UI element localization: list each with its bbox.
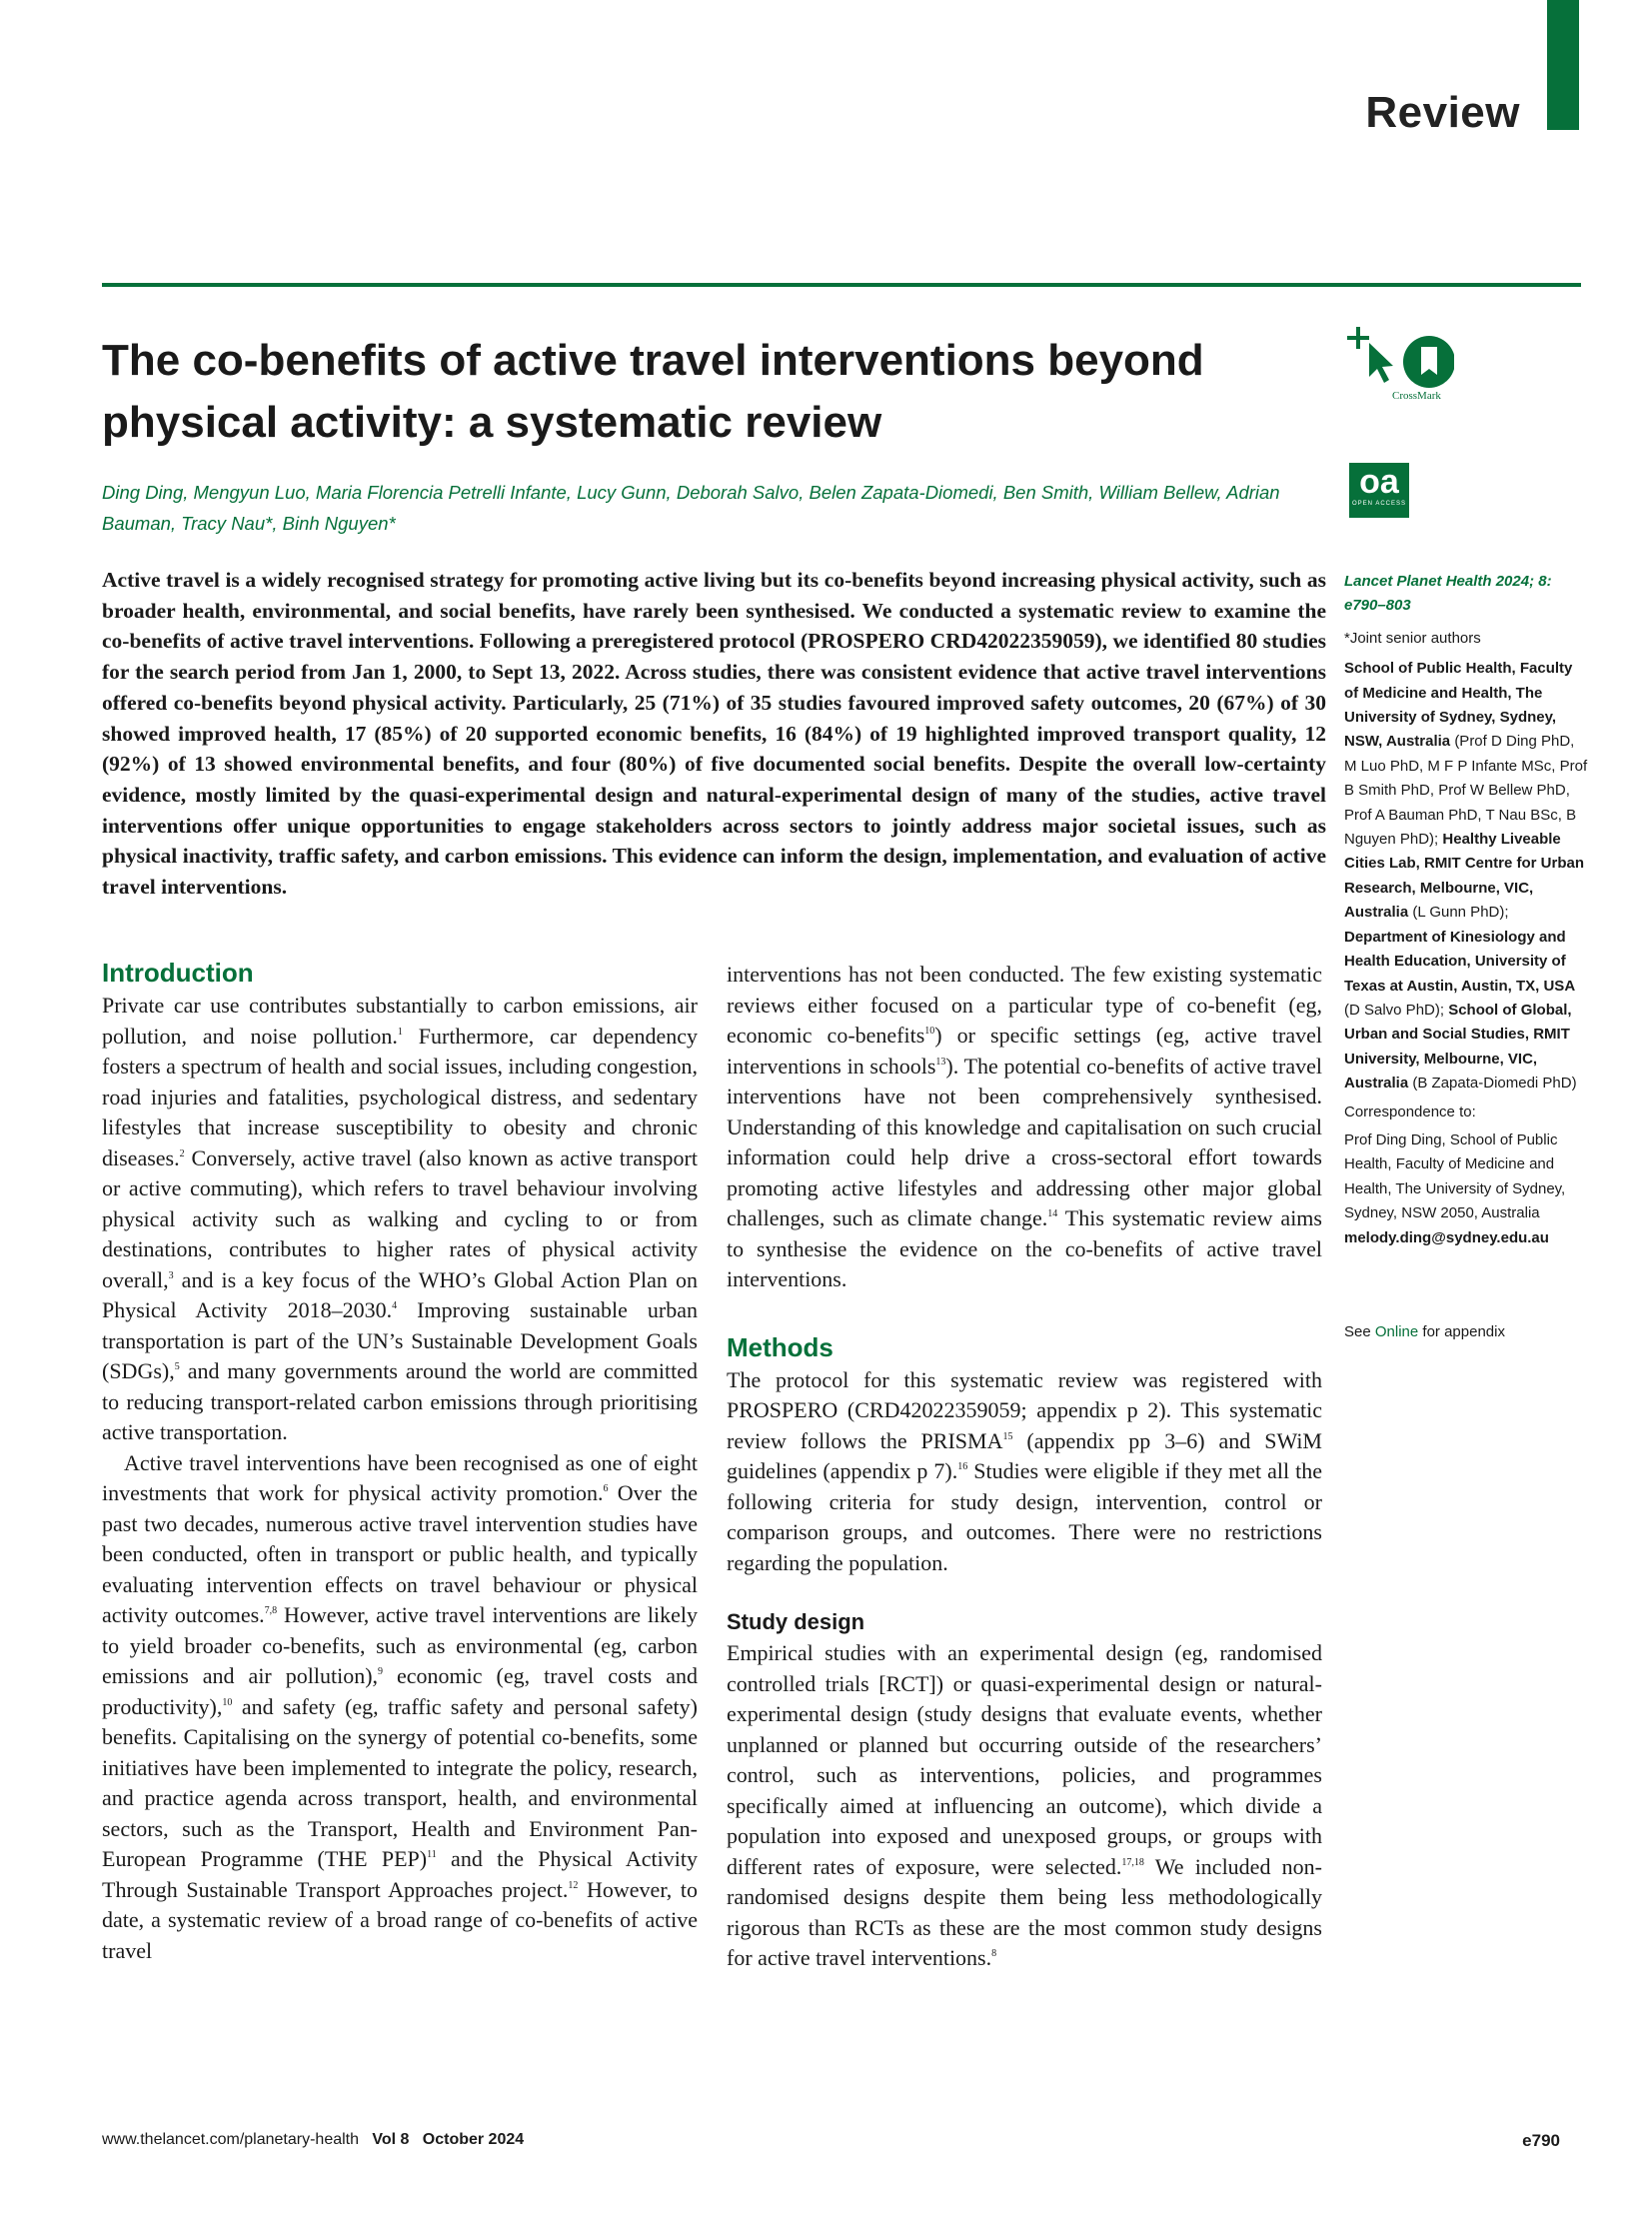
- text: Over the past two decades, numerous active travel intervention studies have been conducted, often in transport or public health, and typically evaluating intervention effects on travel behaviour or physical activity outcomes.: [102, 1480, 698, 1627]
- footer-volume: Vol 8: [372, 2131, 410, 2148]
- ref[interactable]: 12: [568, 1879, 579, 1891]
- ref[interactable]: 1: [397, 1026, 403, 1038]
- text: ) or specific settings (eg, active travel interventions in schools: [727, 1023, 1322, 1079]
- ref[interactable]: 4: [392, 1300, 398, 1311]
- ref[interactable]: 5: [174, 1361, 180, 1372]
- intro-paragraph-1: [102, 991, 698, 1448]
- journal-citation: Lancet Planet Health 2024; 8: e790–803: [1344, 573, 1552, 615]
- study-design-heading: Study design: [727, 1609, 865, 1634]
- open-access-badge: [1349, 463, 1409, 518]
- text: Empirical studies with an experimental design (eg, randomised controlled trials [RCT]) or quasi-experimental design or natural-experimental design (study designs that evaluate events, whether unplanned or planned but occurring outside of the researchers’ control, such as interventions, policies, and programmes specifically aimed at influencing an outcome), which divide a population into exposed and unexposed groups, or groups with different rates of exposure, were selected.: [727, 1640, 1322, 1879]
- crossmark-label: CrossMark: [1392, 390, 1441, 402]
- page-number: e790: [1522, 2131, 1560, 2150]
- see-prefix: See: [1344, 1322, 1371, 1340]
- ref[interactable]: 3: [168, 1269, 174, 1281]
- text: Furthermore, car dependency fosters a spectrum of health and social issues, including congestion, road injuries and fatalities, psychological distress, and sedentary lifestyles that increase susceptibility to obesity and chronic diseases.: [102, 1023, 698, 1170]
- text: We included non-randomised designs despite them being less methodologically rigorous than RCTs as these are the most common study designs for active travel interventions.: [727, 1853, 1323, 1970]
- correspondence-address: Prof Ding Ding, School of Public Health, Faculty of Medicine and Health, The University of Sydney, Sydney, NSW 2050, Australia: [1344, 1130, 1566, 1222]
- text: and is a key focus of the WHO’s Global Action Plan on Physical Activity 2018–2030.: [102, 1266, 698, 1322]
- oa-subtext: OPEN ACCESS: [1351, 501, 1406, 507]
- text: Improving sustainable urban transportation is part of the UN’s Sustainable Development Goals (SDGs),: [102, 1297, 698, 1383]
- affiliations: [1344, 657, 1589, 1096]
- ref[interactable]: 16: [957, 1461, 968, 1472]
- footer-date: October 2024: [422, 2131, 525, 2148]
- text: Studies were eligible if they met all the following criteria for study design, intervention, control or comparison groups, and outcomes. There were no restrictions regarding the population.: [727, 1458, 1322, 1575]
- ref[interactable]: 10: [924, 1026, 935, 1037]
- text: Conversely, active travel (also known as active transport or active commuting), which refers to travel behaviour involving physical activity such as walking and cycling to or from destinations, contributes to higher rates of physical activity overall,: [102, 1144, 698, 1292]
- affiliation-4: School of Global, Urban and Social Studies, RMIT University, Melbourne, VIC, Australia: [1344, 1001, 1572, 1093]
- ref[interactable]: 17,18: [1121, 1856, 1144, 1868]
- ref[interactable]: 7,8: [264, 1605, 278, 1616]
- text: Active travel interventions have been recognised as one of eight investments that work for physical activity promotion.: [102, 1449, 698, 1505]
- abstract: Active travel is a widely recognised strategy for promoting active living but its co-benefits beyond increasing physical activity, such as broader health, environmental, and social benefits, have rarely been synthesised. We conducted a systematic review to examine the co-benefits of active travel interventions. Following a preregistered protocol (PROSPERO CRD42022359059), we identified 80 studies for the search period from Jan 1, 2000, to Sept 13, 2022. Across studies, there was consistent evidence that active travel interventions offered co-benefits beyond physical activity. Particularly, 25 (71%) of 35 studies favoured improved safety outcomes, 20 (67%) of 30 showed improved health, 17 (85%) of 20 supported economic benefits, 16 (84%) of 19 highlighted improved transport quality, 12 (92%) of 13 showed environmental benefits, and four (80%) of five documented social benefits. Despite the overall low-certainty evidence, mostly limited by the quasi-experimental design and natural-experimental design of many of the studies, active travel interventions offer unique opportunities to engage stakeholders across sectors to jointly address major societal issues, such as physical inactivity, traffic safety, and carbon emissions. This evidence can inform the design, implementation, and evaluation of active travel interventions.: [102, 568, 1326, 900]
- intro-paragraph-3: [727, 960, 1322, 1295]
- text: and many governments around the world are committed to reducing transport-related carbon emissions through prioritising active transportation.: [102, 1358, 698, 1444]
- section-tab-bar: [1547, 0, 1579, 130]
- correspondence-email[interactable]: melody.ding@sydney.edu.au: [1344, 1228, 1549, 1246]
- footer-url[interactable]: www.thelancet.com/planetary-health: [102, 2131, 360, 2148]
- ref[interactable]: 9: [378, 1666, 384, 1677]
- body-column-left: [102, 955, 698, 1966]
- affiliation-1-people: (Prof D Ding PhD, M Luo PhD, M F P Infante MSc, Prof B Smith PhD, Prof W Bellew PhD, Prof A Bauman PhD, T Nau BSc, B Nguyen PhD);: [1344, 733, 1588, 849]
- affiliation-4-people: (B Zapata-Diomedi PhD): [1412, 1075, 1577, 1093]
- affiliation-3: Department of Kinesiology and Health Education, University of Texas at Austin, Austin, TX, USA: [1344, 928, 1576, 995]
- affiliation-2-people: (L Gunn PhD);: [1412, 904, 1509, 922]
- text: This systematic review aims to synthesise the evidence on the co-benefits of active travel interventions.: [727, 1205, 1322, 1291]
- see-suffix: for appendix: [1422, 1322, 1505, 1340]
- affiliation-2: Healthy Liveable Cities Lab, RMIT Centre for Urban Research, Melbourne, VIC, Australia: [1344, 831, 1585, 922]
- joint-authors-note: *Joint senior authors: [1344, 629, 1481, 647]
- affiliation-1: School of Public Health, Faculty of Medicine and Health, The University of Sydney, Sydney, NSW, Australia: [1344, 660, 1573, 751]
- body-column-right: [727, 960, 1322, 1974]
- correspondence-label: Correspondence to:: [1344, 1103, 1476, 1120]
- text: and the Physical Activity Through Sustainable Transport Approaches project.: [102, 1846, 698, 1902]
- oa-text: oa: [1359, 463, 1399, 501]
- ref[interactable]: 8: [991, 1948, 997, 1959]
- ref[interactable]: 11: [427, 1849, 437, 1860]
- text: However, active travel interventions are likely to yield broader co-benefits, such as environmental (eg, carbon emissions and air pollution),: [102, 1602, 698, 1688]
- affiliation-3-people: (D Salvo PhD);: [1344, 1001, 1445, 1019]
- ref[interactable]: 10: [222, 1696, 233, 1708]
- ref[interactable]: 14: [1047, 1208, 1058, 1219]
- ref[interactable]: 6: [603, 1483, 609, 1494]
- text: and safety (eg, traffic safety and personal safety) benefits. Capitalising on the synergy of potential co-benefits, some initiatives have been implemented to integrate the policy, research, and practice agenda across transport, health, and environmental sectors, such as the Transport, Health and Environment Pan-European Programme (THE PEP): [102, 1693, 698, 1871]
- introduction-heading: Introduction: [102, 958, 254, 988]
- text: economic (eg, travel costs and productivity),: [102, 1663, 698, 1719]
- text: interventions has not been conducted. The few existing systematic reviews either focused on a particular type of co-benefit (eg, economic co-benefits: [727, 962, 1322, 1048]
- methods-heading: Methods: [727, 1331, 833, 1362]
- text: The protocol for this systematic review was registered with PROSPERO (CRD42022359059; appendix p 2). This systematic review follows the PRISMA: [727, 1366, 1322, 1453]
- study-design-paragraph: [727, 1638, 1322, 1974]
- header-rule: [102, 283, 1581, 287]
- sidebar: [1344, 570, 1589, 1348]
- text: ). The potential co-benefits of active travel interventions have not been comprehensively synthesised. Understanding of this knowledge and capitalisation on such crucial information could help drive a cross-sectoral effort towards promoting active lifestyles and addressing other major global challenges, such as climate change.: [727, 1053, 1322, 1230]
- author-list[interactable]: Ding Ding, Mengyun Luo, Maria Florencia Petrelli Infante, Lucy Gunn, Deborah Salvo, Belen Zapata-Diomedi, Ben Smith, William Bellew, Adrian Bauman, Tracy Nau*, Binh Nguyen*: [102, 482, 1280, 534]
- ref[interactable]: 2: [179, 1147, 185, 1159]
- section-label: Review: [1365, 88, 1520, 137]
- intro-paragraph-2: [102, 1448, 698, 1967]
- article-title: The co-benefits of active travel interventions beyond physical activity: a systematic review: [102, 336, 1204, 447]
- methods-paragraph: [727, 1365, 1322, 1579]
- appendix-note: [1344, 1320, 1589, 1344]
- online-appendix-link[interactable]: Online: [1374, 1322, 1419, 1340]
- ref[interactable]: 15: [1002, 1430, 1013, 1442]
- text: (appendix pp 3–6) and SWiM guidelines (appendix p 7).: [727, 1427, 1322, 1483]
- footer-info: [102, 2131, 524, 2149]
- ref[interactable]: 13: [935, 1056, 946, 1068]
- text: Private car use contributes substantially to carbon emissions, air pollution, and noise pollution.: [102, 993, 698, 1049]
- text: However, to date, a systematic review of a broad range of co-benefits of active travel: [102, 1876, 698, 1963]
